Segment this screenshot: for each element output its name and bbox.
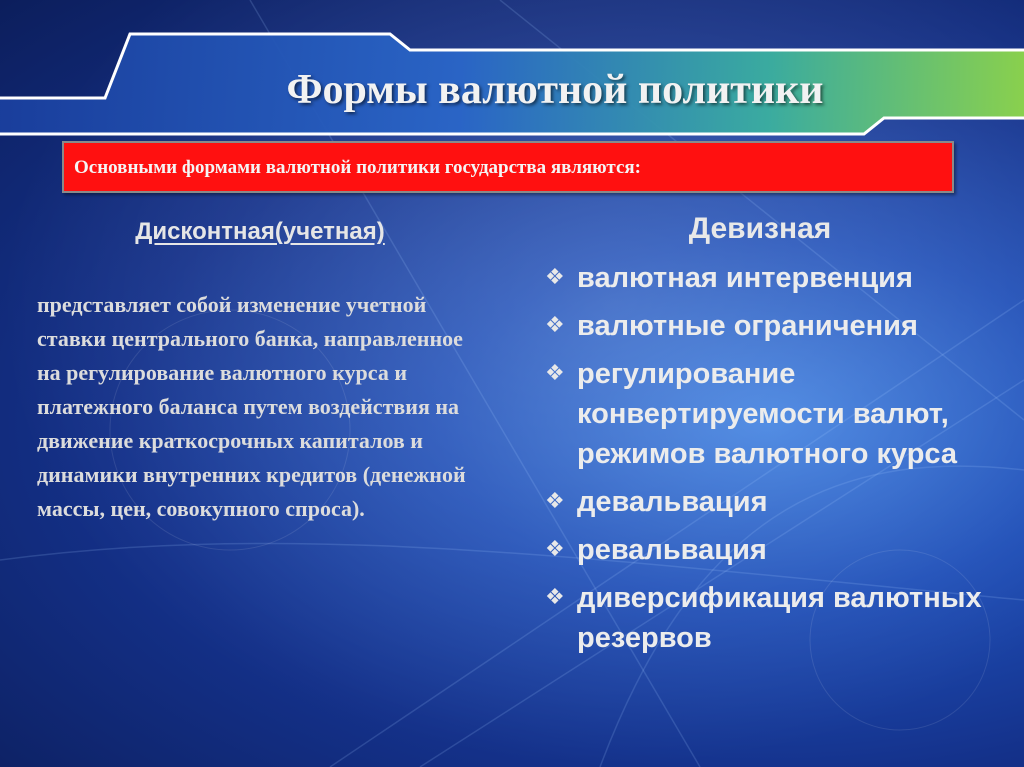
list-item-text: диверсификация валютных резервов <box>577 582 982 654</box>
list-item-text: валютные ограничения <box>577 310 918 342</box>
list-item-text: девальвация <box>577 486 768 518</box>
intro-box <box>62 141 954 193</box>
diamond-bullet-icon: ❖ <box>545 360 565 385</box>
discount-description: представляет собой изменение учетной ставки центрального банка, направленное на регулирование валютного курса и платежного баланса путем воздействия на движение краткосрочных капиталов и динамики внутренних кредитов (денежной массы, цен, совокупного спроса). <box>37 292 466 521</box>
intro-text: Основными формами валютной политики государства являются: <box>74 157 642 178</box>
diamond-bullet-icon: ❖ <box>545 488 565 513</box>
list-item <box>545 578 1015 658</box>
list-item-text: ревальвация <box>577 534 767 566</box>
list-item-text: регулирование конвертируемости валют, режимов валютного курса <box>577 358 958 470</box>
discount-heading: Дисконтная(учетная) <box>135 218 385 245</box>
list-item <box>545 306 1015 346</box>
deviz-heading: Девизная <box>688 212 832 245</box>
diamond-bullet-icon: ❖ <box>545 536 565 561</box>
list-item-text: валютная интервенция <box>577 262 913 294</box>
diamond-bullet-icon: ❖ <box>545 584 565 609</box>
list-item <box>545 530 1015 570</box>
list-item <box>545 482 1015 522</box>
page-title: Формы валютной политики <box>286 67 824 113</box>
deviz-list <box>545 258 1015 666</box>
diamond-bullet-icon: ❖ <box>545 312 565 337</box>
diamond-bullet-icon: ❖ <box>545 264 565 289</box>
list-item <box>545 354 1015 474</box>
list-item <box>545 258 1015 298</box>
